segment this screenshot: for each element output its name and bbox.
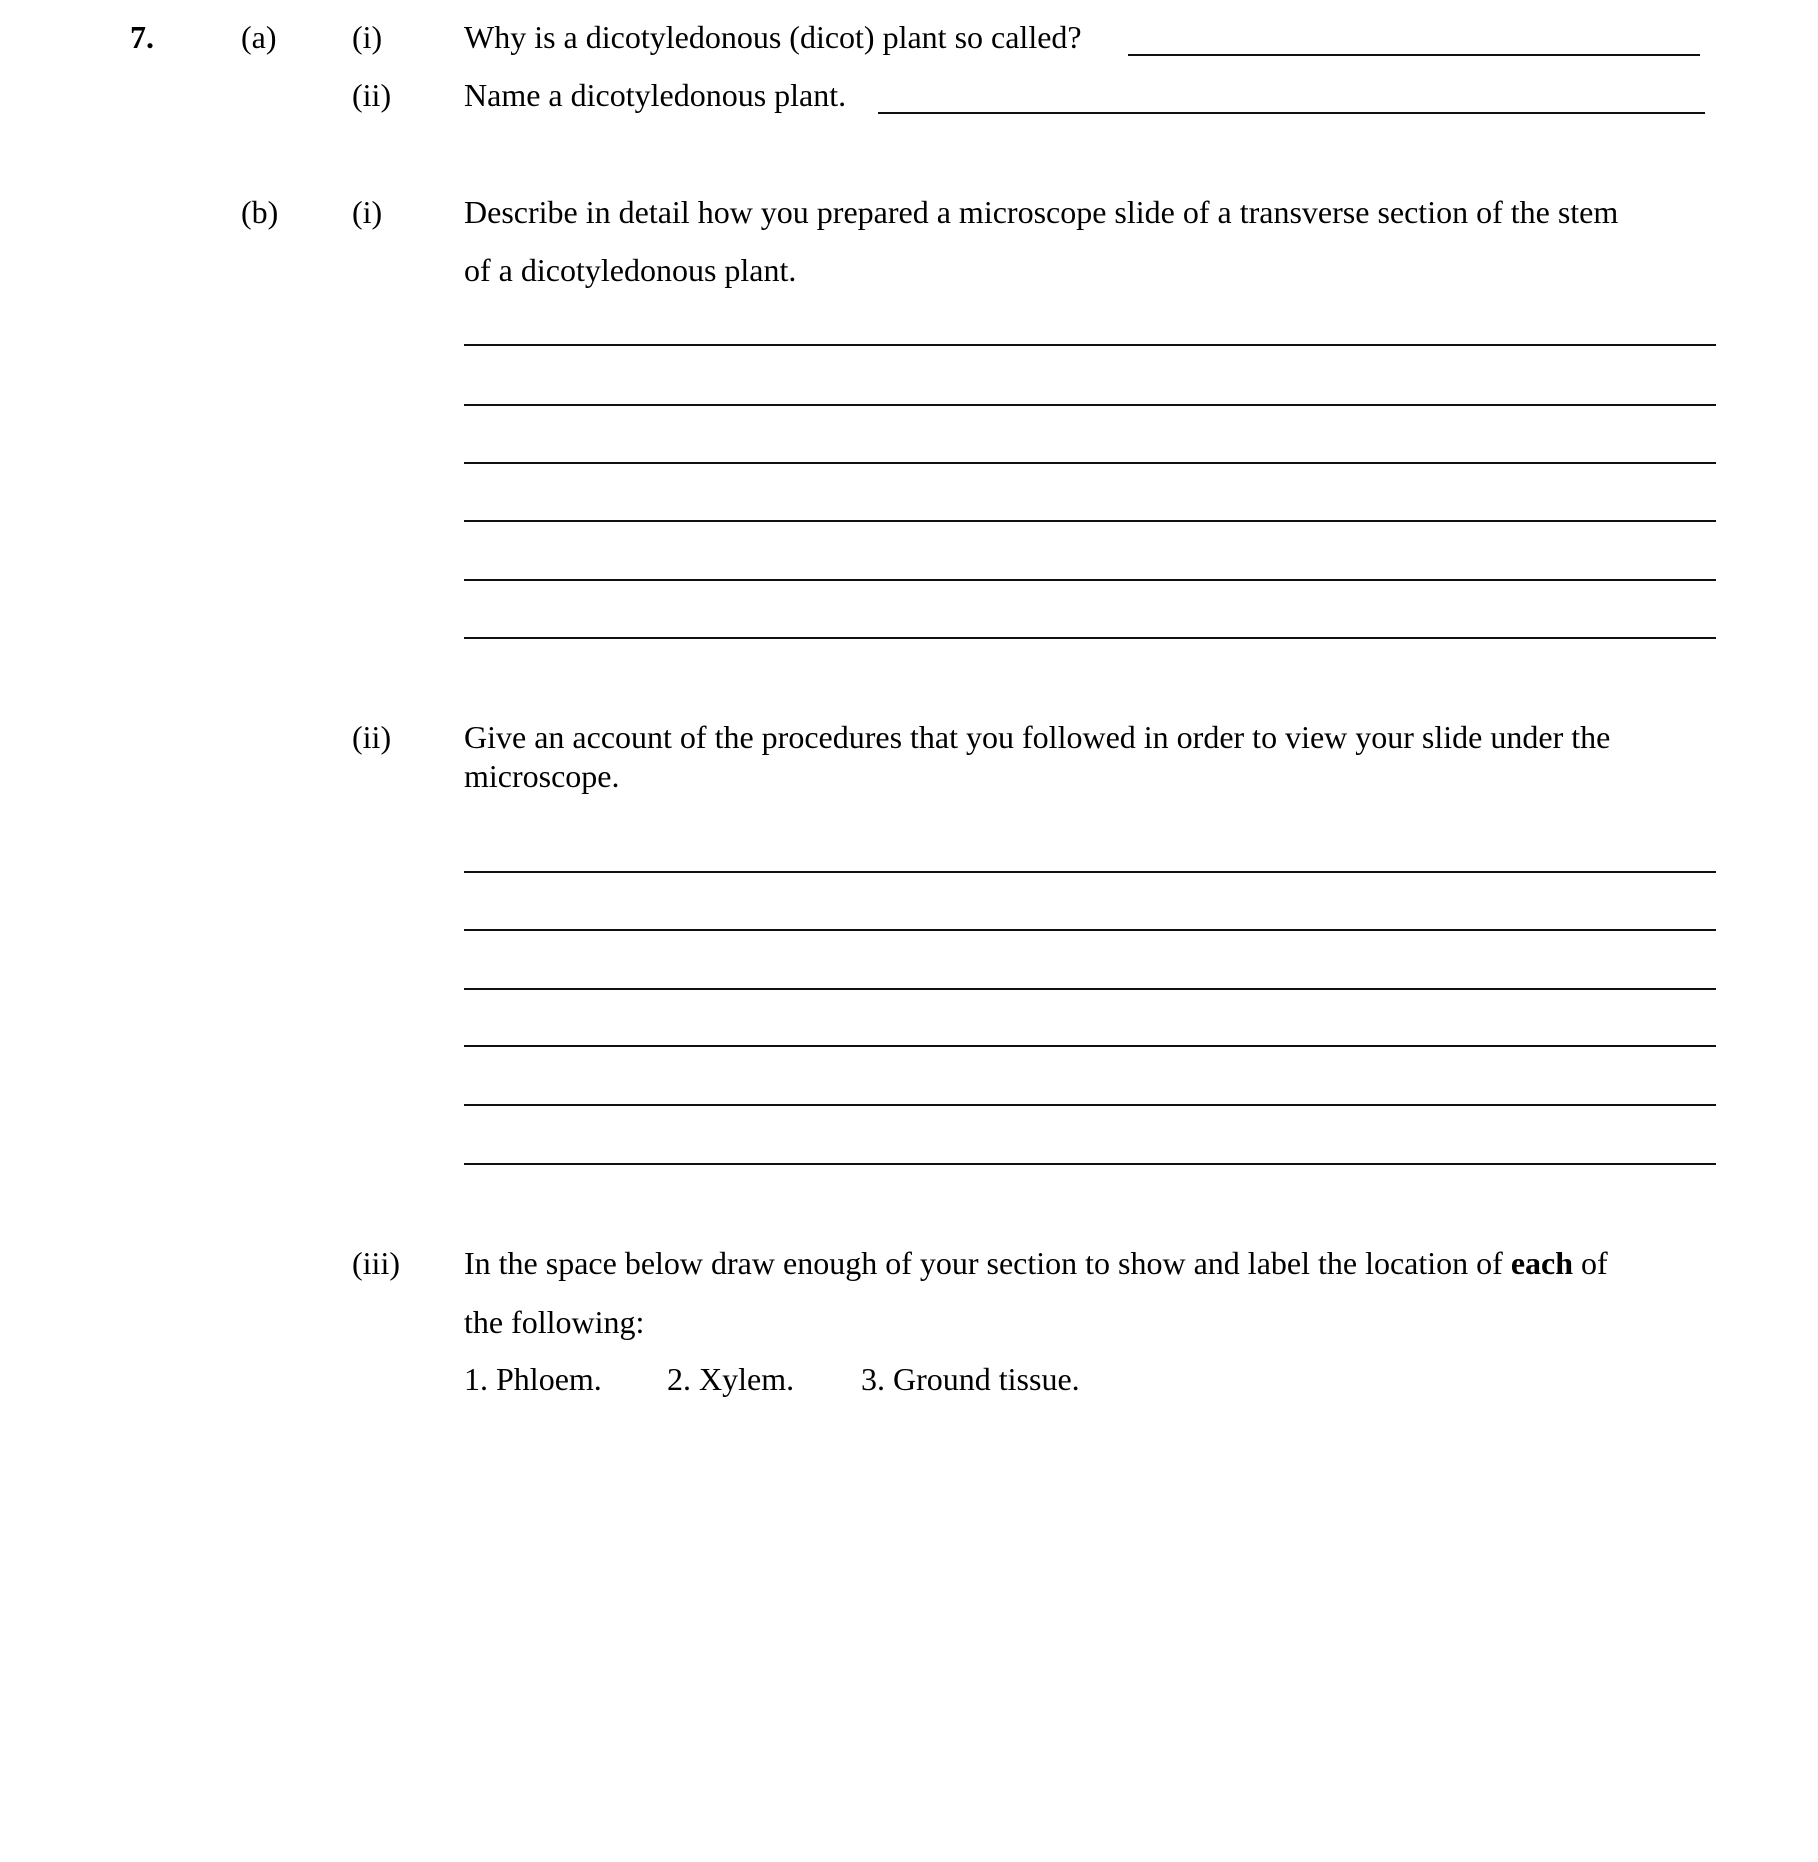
question-number: 7.	[130, 19, 154, 55]
part-b-i-question-line2: of a dicotyledonous plant.	[464, 252, 797, 288]
answer-line[interactable]	[464, 404, 1716, 406]
part-a-ii-answer-line[interactable]	[878, 112, 1705, 114]
list-item-phloem: 1. Phloem.	[464, 1361, 602, 1397]
part-a-ii-label: (ii)	[352, 77, 392, 113]
answer-line[interactable]	[464, 344, 1716, 346]
part-b-iii-question-line1	[464, 1243, 1608, 1283]
part-b-ii-label: (ii)	[352, 719, 392, 755]
answer-line[interactable]	[464, 871, 1716, 873]
part-a-ii-question: Name a dicotyledonous plant.	[464, 77, 847, 113]
part-b-iii-label: (iii)	[352, 1245, 400, 1281]
list-item-xylem: 2. Xylem.	[667, 1361, 795, 1397]
part-b-ii-question-line1: Give an account of the procedures that you followed in order to view your slide under the	[464, 719, 1611, 755]
answer-line[interactable]	[464, 929, 1716, 931]
part-a-i-answer-line[interactable]	[1128, 54, 1700, 56]
part-b-label: (b)	[241, 194, 279, 230]
part-b-iii-question-line2: the following:	[464, 1304, 645, 1340]
part-b-ii-question-line2: microscope.	[464, 758, 620, 794]
drawing-space[interactable]	[464, 1420, 1716, 1840]
emphasis-each: each	[1510, 1245, 1574, 1281]
question-text: of	[1573, 1245, 1608, 1281]
part-a-label: (a)	[241, 19, 277, 55]
answer-line[interactable]	[464, 520, 1716, 522]
question-text: In the space below draw enough of your section to show and label the location of	[464, 1245, 1511, 1281]
answer-line[interactable]	[464, 1045, 1716, 1047]
answer-line[interactable]	[464, 462, 1716, 464]
answer-line[interactable]	[464, 1104, 1716, 1106]
part-b-i-question-line1: Describe in detail how you prepared a microscope slide of a transverse section of the stem	[464, 194, 1619, 230]
part-a-i-question: Why is a dicotyledonous (dicot) plant so called?	[464, 19, 1082, 55]
list-item-ground-tissue: 3. Ground tissue.	[861, 1361, 1080, 1397]
part-a-i-label: (i)	[352, 19, 383, 55]
part-b-i-label: (i)	[352, 194, 383, 230]
answer-line[interactable]	[464, 579, 1716, 581]
answer-line[interactable]	[464, 1163, 1716, 1165]
answer-line[interactable]	[464, 637, 1716, 639]
answer-line[interactable]	[464, 988, 1716, 990]
